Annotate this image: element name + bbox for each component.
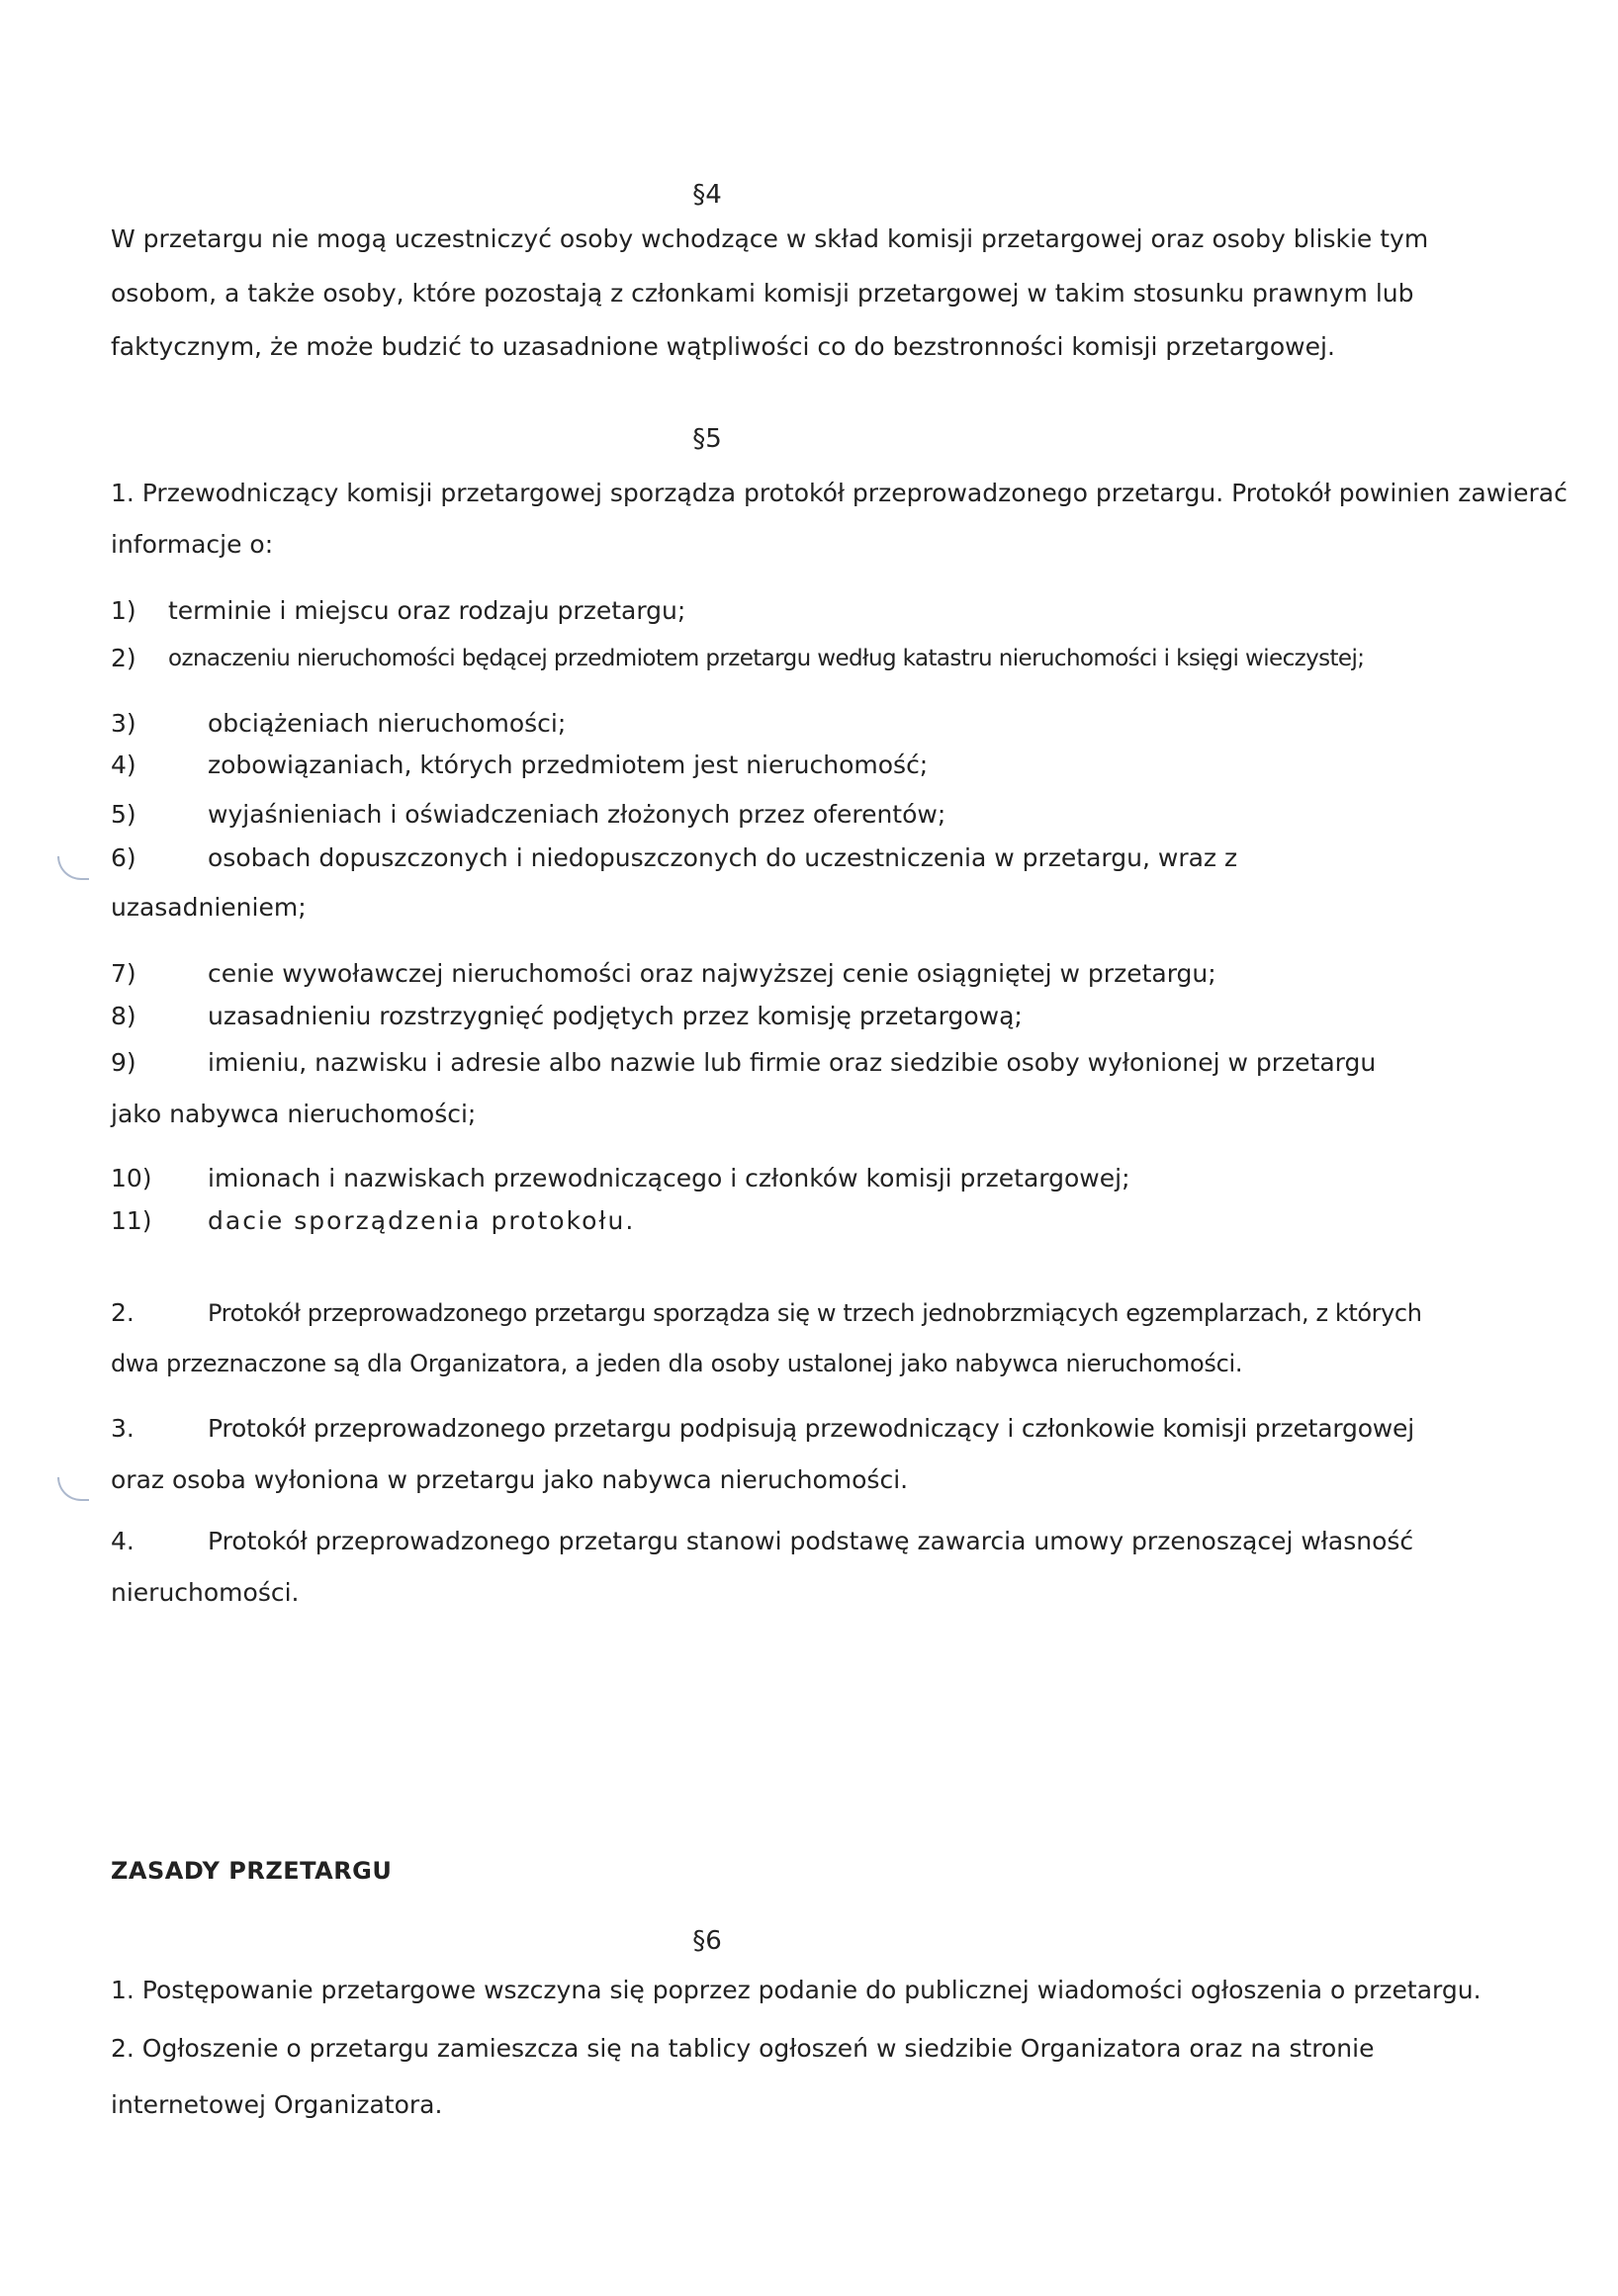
list-item-2-text: oznaczeniu nieruchomości będącej przedmiotem przetargu według katastru nieruchomości i księgi wieczystej; (168, 646, 1365, 671)
paragraph-2-text: Protokół przeprowadzonego przetargu sporządza się w trzech jednobrzmiących egzemplarzach, z których (208, 1299, 1422, 1327)
list-item-10-number: 10) (111, 1164, 152, 1192)
list-item-7-text: cenie wywoławczej nieruchomości oraz najwyższej cenie osiągniętej w przetargu; (208, 959, 1216, 988)
list-item-10-text: imionach i nazwiskach przewodniczącego i członków komisji przetargowej; (208, 1164, 1130, 1192)
list-item-3-text: obciążeniach nieruchomości; (208, 709, 567, 738)
list-item-2-number: 2) (111, 644, 136, 672)
list-item-6-text: osobach dopuszczonych i niedopuszczonych do uczestniczenia w przetargu, wraz z (208, 843, 1238, 872)
paragraph-3-number: 3. (111, 1414, 135, 1443)
list-item-6-continuation: uzasadnieniem; (111, 893, 307, 922)
paragraph-3-continuation: oraz osoba wyłoniona w przetargu jako nabywca nieruchomości. (111, 1465, 909, 1494)
list-item-4-text: zobowiązaniach, których przedmiotem jest nieruchomość; (208, 751, 929, 779)
list-item-11-text: dacie sporządzenia protokołu. (208, 1206, 636, 1235)
list-item-9-number: 9) (111, 1048, 136, 1077)
paragraph-2-continuation: dwa przeznaczone są dla Organizatora, a jeden dla osoby ustalonej jako nabywca nieruchomości. (111, 1350, 1243, 1377)
paragraph-4-text: Protokół przeprowadzonego przetargu stanowi podstawę zawarcia umowy przenoszącej własność (208, 1527, 1414, 1555)
section-6-paragraph-2-line-2: internetowej Organizatora. (111, 2090, 443, 2119)
list-item-5-number: 5) (111, 800, 136, 829)
list-item-3-number: 3) (111, 709, 136, 738)
section-6-title: §6 (692, 1926, 722, 1956)
list-item-9-continuation: jako nabywca nieruchomości; (111, 1100, 477, 1128)
list-item-8-text: uzasadnieniu rozstrzygnięć podjętych przez komisję przetargową; (208, 1002, 1023, 1030)
section-4-line-3: faktycznym, że może budzić to uzasadnione wątpliwości co do bezstronności komisji przetargowej. (111, 332, 1335, 361)
list-item-8-number: 8) (111, 1002, 136, 1030)
section-4-line-2: osobom, a także osoby, które pozostają z członkami komisji przetargowej w takim stosunku prawnym lub (111, 279, 1414, 308)
section-6-paragraph-2-line-1: 2. Ogłoszenie o przetargu zamieszcza się na tablicy ogłoszeń w siedzibie Organizatora oraz na stronie (111, 2034, 1375, 2063)
paragraph-2-number: 2. (111, 1298, 135, 1327)
list-item-1-text: terminie i miejscu oraz rodzaju przetargu; (168, 596, 686, 625)
list-item-9-text: imieniu, nazwisku i adresie albo nazwie lub firmie oraz siedzibie osoby wyłonionej w przetargu (208, 1048, 1377, 1077)
list-item-4-number: 4) (111, 751, 136, 779)
list-item-11-number: 11) (111, 1206, 152, 1235)
paragraph-4-continuation: nieruchomości. (111, 1578, 300, 1607)
section-6-paragraph-1: 1. Postępowanie przetargowe wszczyna się poprzez podanie do publicznej wiadomości ogłoszenia o przetargu. (111, 1976, 1482, 2004)
section-5-intro-line-1: 1. Przewodniczący komisji przetargowej sporządza protokół przeprowadzonego przetargu. Protokół powinien zawierać (111, 479, 1568, 507)
rules-heading: ZASADY PRZETARGU (111, 1857, 393, 1885)
section-4-line-1: W przetargu nie mogą uczestniczyć osoby wchodzące w skład komisji przetargowej oraz osoby bliskie tym (111, 224, 1429, 253)
section-5-title: §5 (692, 424, 722, 454)
section-4-title: §4 (692, 180, 722, 210)
scan-mark (57, 856, 89, 880)
list-item-1-number: 1) (111, 596, 136, 625)
list-item-6-number: 6) (111, 843, 136, 872)
list-item-7-number: 7) (111, 959, 136, 988)
paragraph-4-number: 4. (111, 1527, 135, 1555)
section-5-intro-line-2: informacje o: (111, 530, 274, 559)
scan-mark (57, 1477, 89, 1501)
paragraph-3-text: Protokół przeprowadzonego przetargu podpisują przewodniczący i członkowie komisji przetargowej (208, 1414, 1414, 1443)
list-item-5-text: wyjaśnieniach i oświadczeniach złożonych przez oferentów; (208, 800, 946, 829)
